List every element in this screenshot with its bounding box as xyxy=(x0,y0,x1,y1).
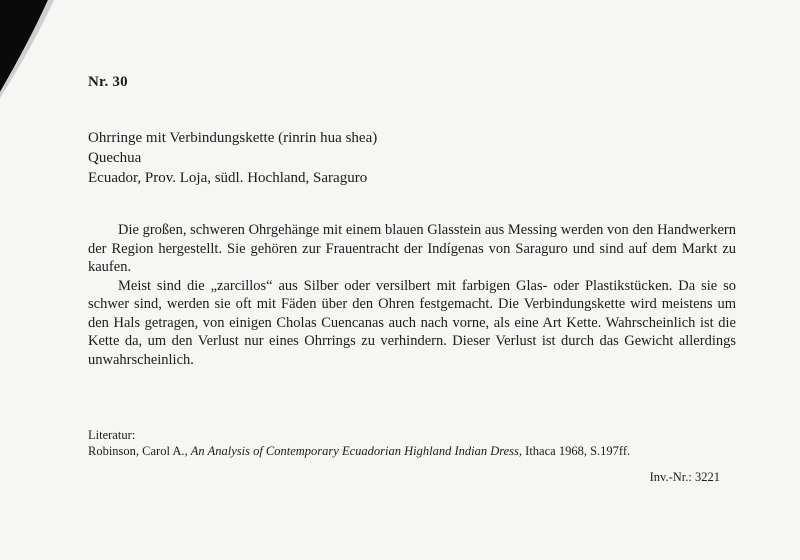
object-name: Ohrringe mit Verbindungskette (rinrin hua shea) xyxy=(88,130,378,146)
folded-corner-shadow xyxy=(0,0,60,100)
object-description xyxy=(88,128,377,188)
object-origin: Ecuador, Prov. Loja, südl. Hochland, Saraguro xyxy=(88,170,368,186)
body-paragraph-2: Meist sind die „zarcillos“ aus Silber oder versilbert mit farbigen Glas- oder Plastikstücken. Da sie so schwer sind, werden sie oft mit Fäden über den Ohren festgemacht. Die Verbindungskette wird meistens um den Hals getragen, von einigen Cholas Cuencanas auch nach vorne, als eine Art Kette. Wahrscheinlich ist die Kette da, um den Verlust nur eines Ohrrings zu verhindern. Dieser Verlust ist durch das Gewicht allerdings unwahrscheinlich. xyxy=(88,277,736,368)
body-paragraph-1: Die großen, schweren Ohrgehänge mit einem blauen Glasstein aus Messing werden von den Handwerkern der Region hergestellt. Sie gehören zur Frauentracht der Indígenas von Saraguro und sind auf dem Markt zu kaufen. xyxy=(88,222,736,275)
inventory-number: Inv.-Nr.: 3221 xyxy=(649,470,720,484)
literature-reference xyxy=(88,443,630,459)
reference-details: Ithaca 1968, S.197ff. xyxy=(522,444,631,458)
document-number: Nr. 30 xyxy=(88,74,128,90)
object-culture: Quechua xyxy=(88,150,142,166)
literature-section xyxy=(88,427,630,459)
literature-label: Literatur: xyxy=(88,428,136,442)
body-text xyxy=(88,221,736,369)
reference-title: An Analysis of Contemporary Ecuadorian Highland Indian Dress, xyxy=(190,444,523,458)
reference-author: Robinson, Carol A., xyxy=(88,444,191,458)
